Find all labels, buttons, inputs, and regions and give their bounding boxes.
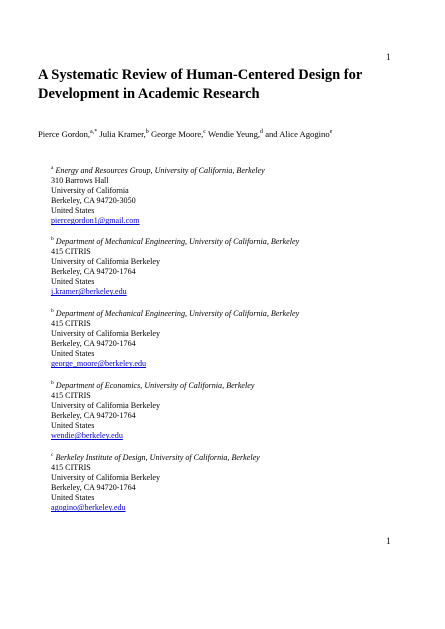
affiliation-line: University of California [51,186,129,196]
email-link[interactable]: j.kramer@berkeley.edu [51,287,127,297]
affiliation-department-text: Energy and Resources Group, University of California, Berkeley [55,166,265,175]
email-link[interactable]: piercegordon1@gmail.com [51,216,140,226]
affiliation-line: Berkeley, CA 94720-1764 [51,411,136,421]
affiliation-department [51,381,411,391]
author-name: George Moore, [150,129,204,139]
affiliation-line: United States [51,277,95,287]
author-superscript: d [260,129,264,136]
affiliation-line: 310 Barrows Hall [51,176,109,186]
author-superscript: a,* [90,129,98,136]
author-name: Julia Kramer, [99,129,146,139]
affiliation-department [51,237,411,247]
affiliation-line: 415 CITRIS [51,247,91,257]
affiliation-superscript: a [51,165,54,172]
affiliation-block [51,453,411,514]
affiliation-line: United States [51,349,95,359]
affiliation-block [51,237,411,298]
affiliation-line: United States [51,206,95,216]
affiliation-line: University of California Berkeley [51,257,161,267]
affiliation-line: University of California Berkeley [51,401,161,411]
affiliation-department [51,166,411,176]
affiliation-line: Berkeley, CA 94720-1764 [51,339,136,349]
author-name: Wendie Yeung, [207,129,261,139]
page-number-top: 1 [386,52,391,62]
affiliation-line: University of California Berkeley [51,473,161,483]
affiliation-superscript: b [51,308,54,315]
email-link[interactable]: george_moore@berkeley.edu [51,359,147,369]
affiliation-department-text: Department of Mechanical Engineering, University of California, Berkeley [55,309,300,318]
affiliation-block [51,381,411,442]
affiliation-line: Berkeley, CA 94720-1764 [51,483,136,493]
affiliation-line: Berkeley, CA 94720-3050 [51,196,136,206]
email-link[interactable]: wendie@berkeley.edu [51,431,123,441]
author-list [38,129,408,139]
author-superscript: e [329,129,333,136]
affiliation-department [51,309,411,319]
affiliation-department-text: Department of Economics, University of California, Berkeley [55,381,255,390]
affiliation-department-text: Department of Mechanical Engineering, University of California, Berkeley [55,237,300,246]
affiliation-line: 415 CITRIS [51,319,91,329]
affiliation-superscript: b [51,380,54,387]
affiliation-line: United States [51,493,95,503]
affiliation-block [51,309,411,370]
affiliation-line: United States [51,421,95,431]
author-superscript: c [203,129,206,136]
affiliation-department-text: Berkeley Institute of Design, University of California, Berkeley [55,453,260,462]
affiliation-superscript: b [51,236,54,243]
author-superscript: b [145,129,149,136]
author-name: Pierce Gordon, [38,129,91,139]
affiliation-block [51,166,411,227]
paper-title: A Systematic Review of Human-Centered Design for Development in Academic Research [38,67,363,102]
affiliation-line: 415 CITRIS [51,463,91,473]
affiliation-department [51,453,411,463]
affiliation-line: Berkeley, CA 94720-1764 [51,267,136,277]
affiliation-line: 415 CITRIS [51,391,91,401]
page-number-bottom: 1 [386,536,391,546]
author-name: and Alice Agogino [265,129,330,139]
affiliation-line: University of California Berkeley [51,329,161,339]
affiliation-superscript: c [51,452,54,459]
email-link[interactable]: agogino@berkeley.edu [51,503,126,513]
